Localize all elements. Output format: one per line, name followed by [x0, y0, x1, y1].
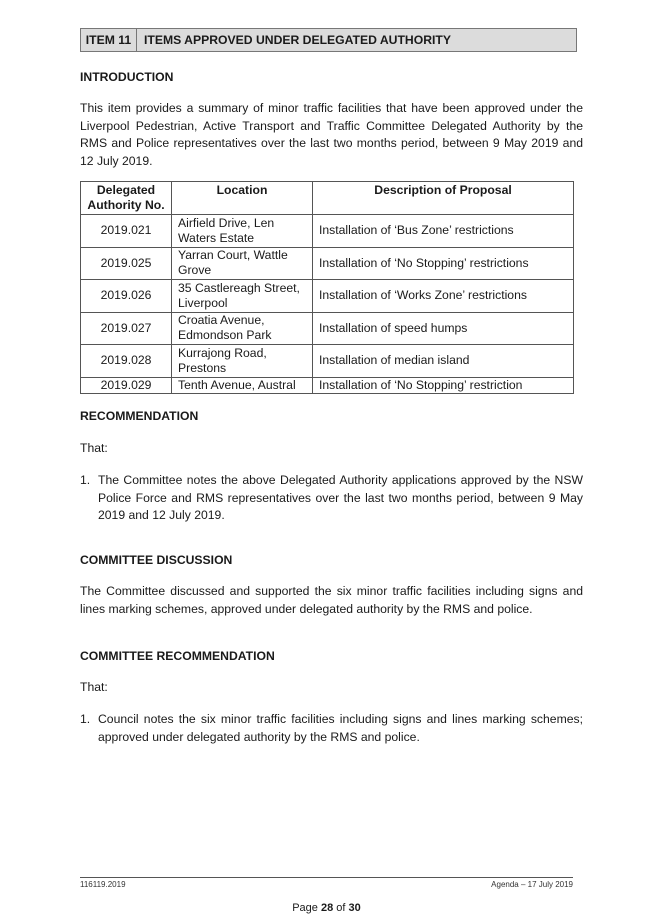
discussion-body: The Committee discussed and supported the six minor traffic facilities including signs and lines marking schemes, approved under delegated authority by the RMS and police. — [80, 584, 583, 616]
cell-authority-no: 2019.027 — [81, 312, 172, 345]
column-header-location: Location — [172, 182, 313, 215]
recommendation-heading: RECOMMENDATION — [80, 409, 199, 423]
introduction-heading: INTRODUCTION — [80, 70, 174, 84]
cell-authority-no: 2019.028 — [81, 345, 172, 378]
page-prefix: Page — [292, 902, 321, 914]
table-header-row — [81, 182, 574, 215]
delegated-authority-table — [80, 181, 574, 394]
table-row — [81, 215, 574, 248]
page-number — [0, 902, 653, 914]
table-row — [81, 345, 574, 378]
item-number: ITEM 11 — [81, 29, 137, 51]
cell-location: Kurrajong Road, Prestons — [172, 345, 313, 378]
page-total: 30 — [348, 902, 361, 914]
cell-authority-no: 2019.029 — [81, 377, 172, 393]
committee-recommendation-list-item — [80, 711, 583, 746]
item-title: ITEMS APPROVED UNDER DELEGATED AUTHORITY — [144, 33, 451, 47]
discussion-heading: COMMITTEE DISCUSSION — [80, 553, 233, 567]
cell-description: Installation of speed humps — [313, 312, 574, 345]
page-of: of — [333, 902, 349, 914]
introduction-body: This item provides a summary of minor traffic facilities that have been approved under the Liverpool Pedestrian, Active Transport and Traffic Committee Delegated Authority by the RMS and Police representatives over the last two months period, between 9 May 2019 and 12 July 2019. — [80, 101, 583, 168]
committee-recommendation-that: That: — [80, 680, 108, 694]
column-header-authority-no: Delegated Authority No. — [81, 182, 172, 215]
cell-authority-no: 2019.025 — [81, 247, 172, 280]
recommendation-that: That: — [80, 441, 108, 455]
recommendation-list-item — [80, 472, 583, 525]
list-text: Council notes the six minor traffic facilities including signs and lines marking schemes; approved under delegated authority by the RMS and police. — [98, 712, 583, 744]
cell-location: Croatia Avenue, Edmondson Park — [172, 312, 313, 345]
list-number: 1. — [80, 473, 91, 487]
cell-description: Installation of median island — [313, 345, 574, 378]
cell-description: Installation of ‘No Stopping’ restriction — [313, 377, 574, 393]
cell-location: Yarran Court, Wattle Grove — [172, 247, 313, 280]
cell-location: Airfield Drive, Len Waters Estate — [172, 215, 313, 248]
footer-agenda-date: Agenda – 17 July 2019 — [491, 880, 573, 889]
table-row — [81, 280, 574, 313]
cell-authority-no: 2019.026 — [81, 280, 172, 313]
committee-recommendation-heading: COMMITTEE RECOMMENDATION — [80, 649, 275, 663]
list-text: The Committee notes the above Delegated Authority applications approved by the NSW Police Force and RMS representatives over the last two months period, between 9 May 2019 and 12 July 2019. — [98, 473, 583, 522]
page-current: 28 — [320, 902, 334, 914]
cell-authority-no: 2019.021 — [81, 215, 172, 248]
cell-location: Tenth Avenue, Austral — [172, 377, 313, 393]
footer-divider — [80, 877, 573, 878]
cell-description: Installation of ‘No Stopping’ restrictions — [313, 247, 574, 280]
list-number: 1. — [80, 712, 91, 726]
table-row — [81, 312, 574, 345]
table-row — [81, 247, 574, 280]
cell-location: 35 Castlereagh Street, Liverpool — [172, 280, 313, 313]
item-header — [80, 28, 577, 52]
cell-description: Installation of ‘Works Zone’ restrictions — [313, 280, 574, 313]
cell-description: Installation of ‘Bus Zone’ restrictions — [313, 215, 574, 248]
column-header-description: Description of Proposal — [313, 182, 574, 215]
table-row — [81, 377, 574, 393]
footer-reference: 116119.2019 — [80, 880, 126, 889]
